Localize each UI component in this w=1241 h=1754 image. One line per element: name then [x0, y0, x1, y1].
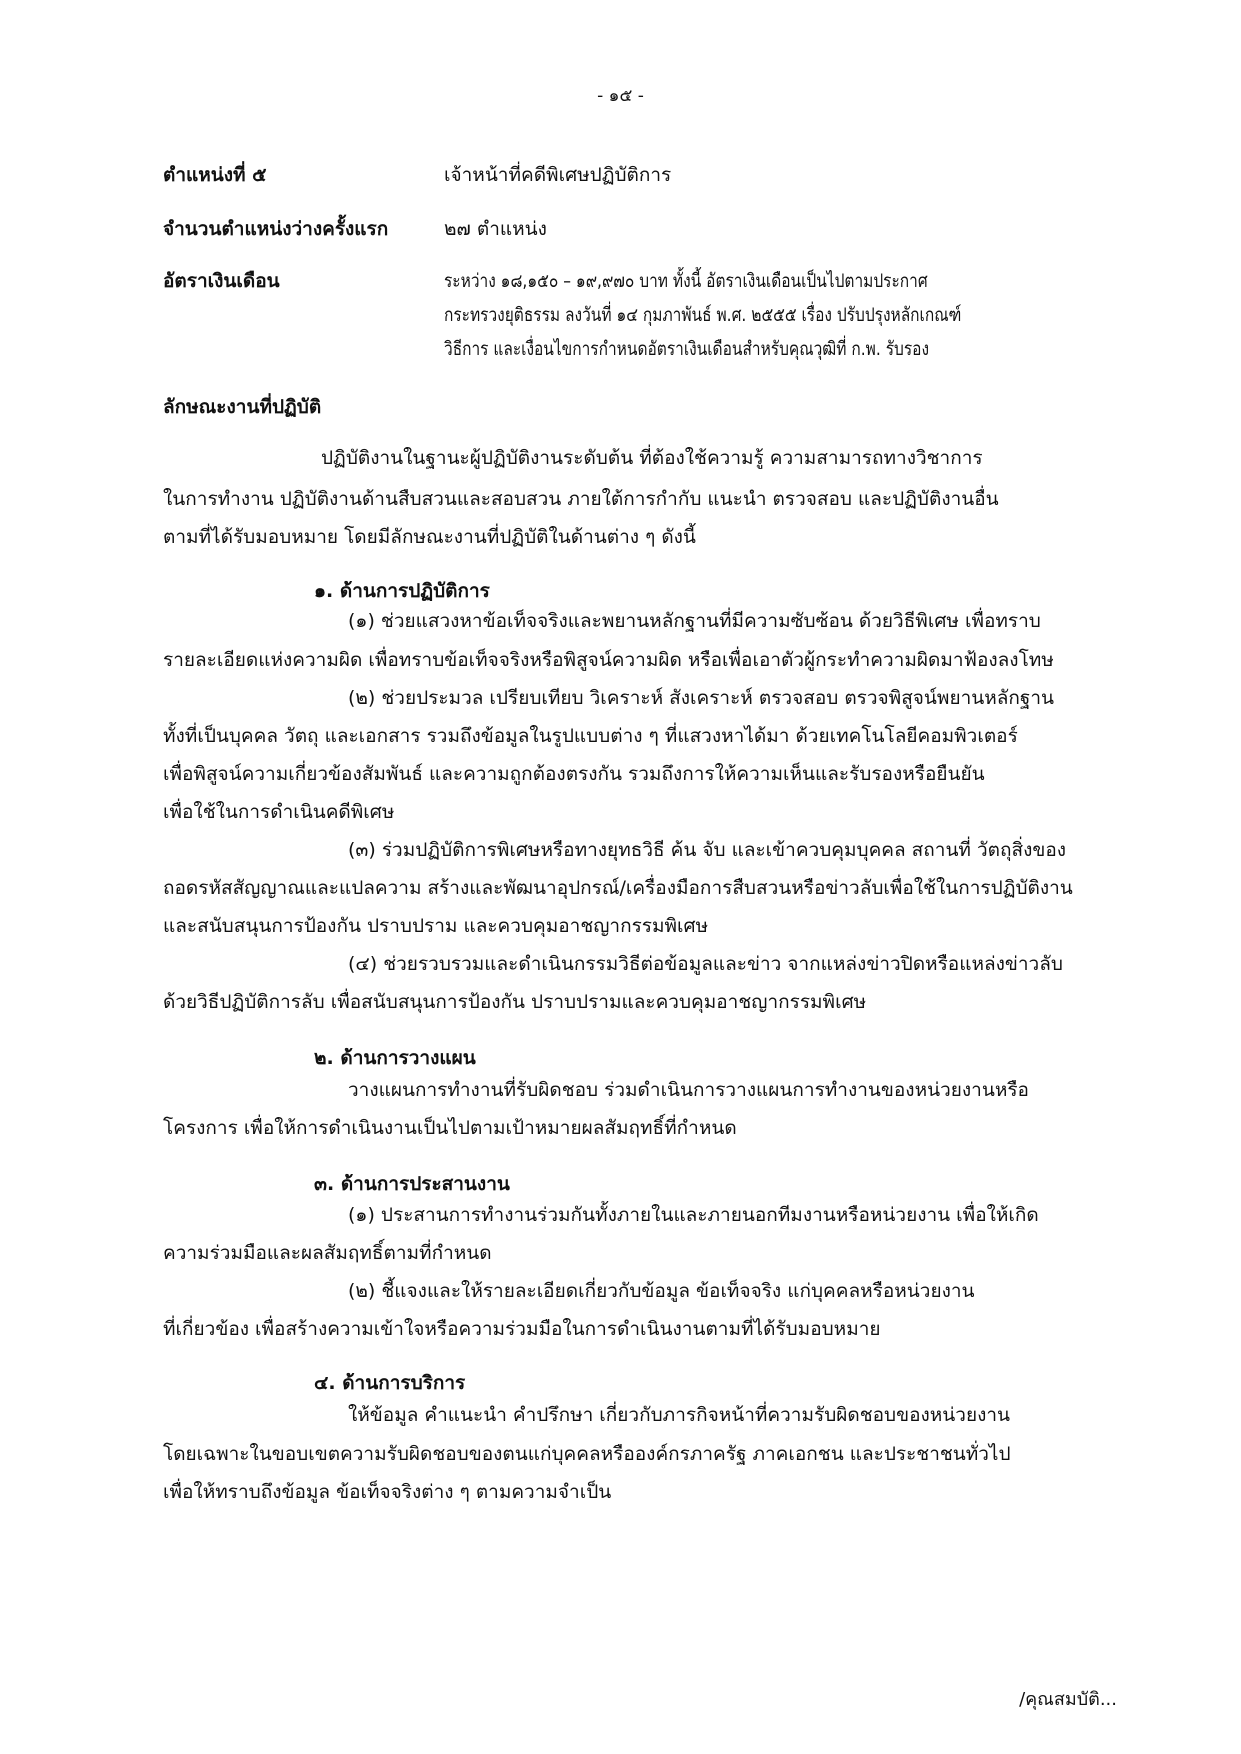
- section-2-line: วางแผนการทำงานที่รับผิดชอบ ร่วมดำเนินการวางแผนการทำงานของหน่วยงานหรือ: [348, 1079, 1029, 1101]
- section-1-line: ทั้งที่เป็นบุคคล วัตถุ และเอกสาร รวมถึงข้อมูลในรูปแบบต่าง ๆ ที่แสวงหาได้มา ด้วยเทคโนโลยีคอมพิวเตอร์: [163, 725, 1018, 747]
- section-2-heading: ๒. ด้านการวางแผน: [314, 1047, 476, 1069]
- section-4-line: โดยเฉพาะในขอบเขตความรับผิดชอบของตนแก่บุคคลหรือองค์กรภาครัฐ ภาคเอกชน และประชาชนทั่วไป: [163, 1443, 1011, 1465]
- section-3-line: ความร่วมมือและผลสัมฤทธิ์ตามที่กำหนด: [163, 1242, 492, 1264]
- section-1-line: (๓) ร่วมปฏิบัติการพิเศษหรือทางยุทธวิธี ค้น จับ และเข้าควบคุมบุคคล สถานที่ วัตถุสิ่งของ: [348, 839, 1067, 861]
- section-1-line: ด้วยวิธีปฏิบัติการลับ เพื่อสนับสนุนการป้องกัน ปราบปรามและควบคุมอาชญากรรมพิเศษ: [163, 991, 867, 1013]
- page-number: - ๑๕ -: [597, 86, 644, 106]
- continue-marker: /คุณสมบัติ...: [1019, 1689, 1117, 1710]
- section-1-heading: ๑. ด้านการปฏิบัติการ: [314, 580, 490, 602]
- section-1-line: และสนับสนุนการป้องกัน ปราบปราม และควบคุมอาชญากรรมพิเศษ: [163, 915, 709, 937]
- section-4-line: เพื่อให้ทราบถึงข้อมูล ข้อเท็จจริงต่าง ๆ ตามความจำเป็น: [163, 1481, 612, 1503]
- salary-label: อัตราเงินเดือน: [163, 270, 280, 292]
- intro-line: ในการทำงาน ปฏิบัติงานด้านสืบสวนและสอบสวน ภายใต้การกำกับ แนะนำ ตรวจสอบ และปฏิบัติงานอื่น: [163, 488, 999, 510]
- salary-line: วิธีการ และเงื่อนไขการกำหนดอัตราเงินเดือนสำหรับคุณวุฒิที่ ก.พ. รับรอง: [444, 338, 930, 360]
- section-1-line: (๑) ช่วยแสวงหาข้อเท็จจริงและพยานหลักฐานที่มีความซับซ้อน ด้วยวิธีพิเศษ เพื่อทราบ: [348, 610, 1041, 632]
- section-4-heading: ๔. ด้านการบริการ: [314, 1372, 466, 1394]
- section-1-line: (๒) ช่วยประมวล เปรียบเทียบ วิเคราะห์ สังเคราะห์ ตรวจสอบ ตรวจพิสูจน์พยานหลักฐาน: [348, 687, 1055, 709]
- duties-heading: ลักษณะงานที่ปฏิบัติ: [163, 396, 322, 418]
- section-1-line: เพื่อใช้ในการดำเนินคดีพิเศษ: [163, 801, 395, 823]
- section-1-line: ถอดรหัสสัญญาณและแปลความ สร้างและพัฒนาอุปกรณ์/เครื่องมือการสืบสวนหรือข่าวลับเพื่อใช้ในการปฏิบัติงาน: [163, 877, 1073, 899]
- section-3-heading: ๓. ด้านการประสานงาน: [314, 1173, 510, 1195]
- section-3-line: (๒) ชี้แจงและให้รายละเอียดเกี่ยวกับข้อมูล ข้อเท็จจริง แก่บุคคลหรือหน่วยงาน: [348, 1280, 975, 1302]
- salary-value: [444, 264, 1241, 366]
- section-3-line: (๑) ประสานการทำงานร่วมกันทั้งภายในและภายนอกทีมงานหรือหน่วยงาน เพื่อให้เกิด: [348, 1204, 1039, 1226]
- salary-line: กระทรวงยุติธรรม ลงวันที่ ๑๔ กุมภาพันธ์ พ.ศ. ๒๕๕๕ เรื่อง ปรับปรุงหลักเกณฑ์: [444, 304, 962, 326]
- vacancy-value: ๒๗ ตำแหน่ง: [444, 218, 547, 240]
- vacancy-label: จำนวนตำแหน่งว่างครั้งแรก: [163, 218, 389, 240]
- section-1-line: เพื่อพิสูจน์ความเกี่ยวข้องสัมพันธ์ และความถูกต้องตรงกัน รวมถึงการให้ความเห็นและรับรองหรือยืนยัน: [163, 763, 985, 785]
- section-1-line: รายละเอียดแห่งความผิด เพื่อทราบข้อเท็จจริงหรือพิสูจน์ความผิด หรือเพื่อเอาตัวผู้กระทำความผิดมาฟ้องลงโทษ: [163, 649, 1054, 671]
- position-value: เจ้าหน้าที่คดีพิเศษปฏิบัติการ: [444, 164, 672, 186]
- position-label: ตำแหน่งที่ ๕: [163, 164, 267, 186]
- section-3-line: ที่เกี่ยวข้อง เพื่อสร้างความเข้าใจหรือความร่วมมือในการดำเนินงานตามที่ได้รับมอบหมาย: [163, 1318, 881, 1340]
- intro-line: ปฏิบัติงานในฐานะผู้ปฏิบัติงานระดับต้น ที่ต้องใช้ความรู้ ความสามารถทางวิชาการ: [321, 447, 983, 469]
- salary-line: ระหว่าง ๑๘,๑๕๐ – ๑๙,๙๗๐ บาท ทั้งนี้ อัตราเงินเดือนเป็นไปตามประกาศ: [444, 270, 928, 292]
- intro-line: ตามที่ได้รับมอบหมาย โดยมีลักษณะงานที่ปฏิบัติในด้านต่าง ๆ ดังนี้: [163, 526, 696, 548]
- section-2-line: โครงการ เพื่อให้การดำเนินงานเป็นไปตามเป้าหมายผลสัมฤทธิ์ที่กำหนด: [163, 1117, 737, 1139]
- section-1-line: (๔) ช่วยรวบรวมและดำเนินกรรมวิธีต่อข้อมูลและข่าว จากแหล่งข่าวปิดหรือแหล่งข่าวลับ: [348, 953, 1063, 975]
- section-4-line: ให้ข้อมูล คำแนะนำ คำปรึกษา เกี่ยวกับภารกิจหน้าที่ความรับผิดชอบของหน่วยงาน: [348, 1404, 1011, 1426]
